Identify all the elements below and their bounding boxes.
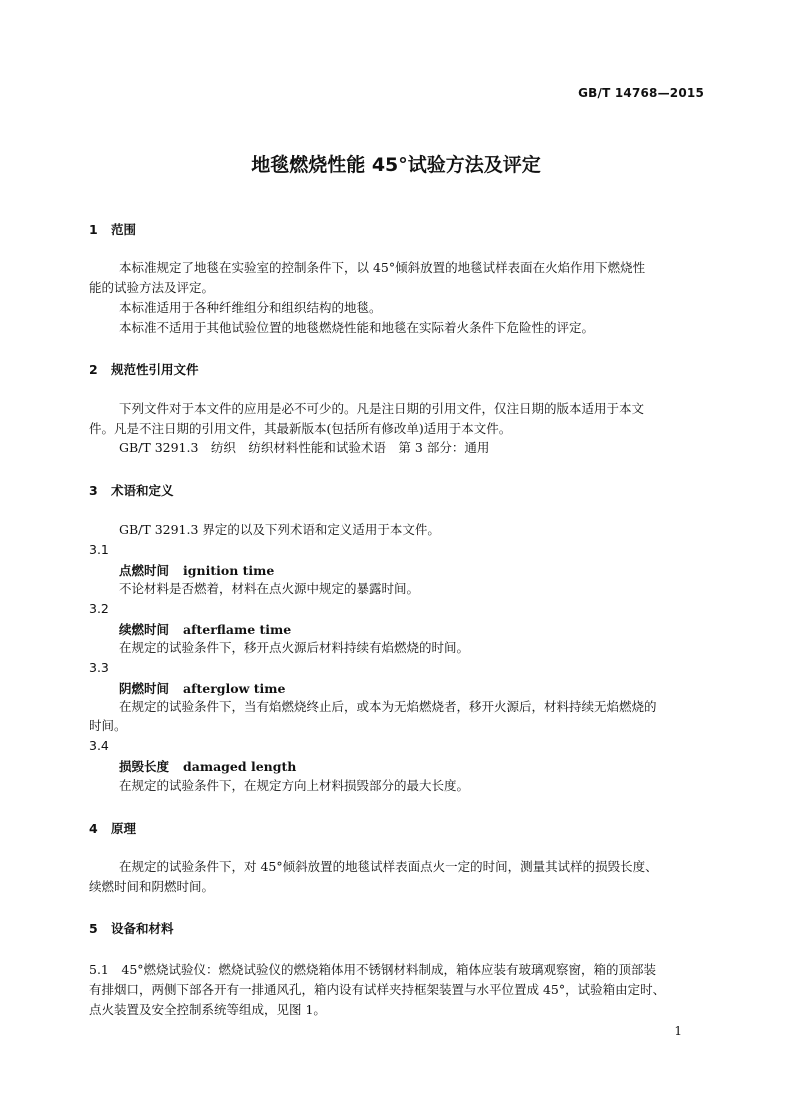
document-title: 地毯燃烧性能 45°试验方法及评定 (251, 154, 541, 176)
term-en: ignition time (183, 563, 275, 578)
section-title: 原理 (111, 821, 137, 836)
term-en: damaged length (183, 759, 297, 774)
term-entry (119, 561, 274, 579)
section-heading-4 (89, 819, 136, 837)
section-heading-1 (89, 220, 136, 238)
term-entry (119, 620, 291, 638)
paragraph-line: 下列文件对于本文件的应用是必不可少的。凡是注日期的引用文件，仅注日期的版本适用于本文 (119, 401, 645, 416)
page-number: 1 (674, 1024, 682, 1038)
term-en: afterglow time (183, 681, 286, 696)
section-number: 3 (89, 483, 98, 498)
term-zh: 点燃时间 (119, 563, 170, 578)
term-zh: 损毁长度 (119, 759, 170, 774)
section-number: 1 (89, 222, 98, 237)
section-heading-5 (89, 919, 174, 937)
paragraph-line: 点火装置及安全控制系统等组成，见图 1。 (89, 1002, 326, 1017)
section-title: 规范性引用文件 (111, 362, 199, 377)
paragraph-line: 件。凡是不注日期的引用文件，其最新版本(包括所有修改单)适用于本文件。 (89, 421, 512, 436)
paragraph-line: 在规定的试验条件下，对 45°倾斜放置的地毯试样表面点火一定的时间，测量其试样的损毁长度、 (119, 859, 658, 874)
section-number: 4 (89, 821, 98, 836)
paragraph-line: 本标准规定了地毯在实验室的控制条件下，以 45°倾斜放置的地毯试样表面在火焰作用下燃烧性 (119, 260, 646, 275)
section-heading-3 (89, 481, 174, 499)
section-number: 2 (89, 362, 98, 377)
term-definition: 在规定的试验条件下，当有焰燃烧终止后，或本为无焰燃烧者，移开火源后，材料持续无焰燃烧的 (119, 699, 657, 714)
term-definition: 在规定的试验条件下，在规定方向上材料损毁部分的最大长度。 (119, 778, 470, 793)
paragraph-line: 续燃时间和阴燃时间。 (89, 879, 215, 894)
section-heading-2 (89, 360, 199, 378)
term-zh: 续燃时间 (119, 622, 170, 637)
section-title: 术语和定义 (111, 483, 174, 498)
term-definition: 时间。 (89, 718, 127, 733)
term-entry (119, 757, 296, 775)
reference-entry: GB/T 3291.3 纺织 纺织材料性能和试验术语 第 3 部分：通用 (119, 440, 490, 455)
term-number: 3.1 (89, 542, 109, 557)
term-entry (119, 679, 285, 697)
paragraph-line: 有排烟口，两侧下部各开有一排通风孔，箱内设有试样夹持框架装置与水平位置成 45°，试验箱由定时、 (89, 982, 666, 997)
term-number: 3.4 (89, 738, 109, 753)
paragraph-line: 本标准不适用于其他试验位置的地毯燃烧性能和地毯在实际着火条件下危险性的评定。 (119, 320, 595, 335)
term-definition: 不论材料是否燃着，材料在点火源中规定的暴露时间。 (119, 581, 420, 596)
document-number: GB/T 14768—2015 (578, 86, 704, 100)
term-definition: 在规定的试验条件下，移开点火源后材料持续有焰燃烧的时间。 (119, 640, 470, 655)
paragraph-line: GB/T 3291.3 界定的以及下列术语和定义适用于本文件。 (119, 522, 440, 537)
section-number: 5 (89, 921, 98, 936)
section-title: 范围 (111, 222, 137, 237)
term-zh: 阴燃时间 (119, 681, 170, 696)
paragraph-line: 5.1 45°燃烧试验仪：燃烧试验仪的燃烧箱体用不锈钢材料制成，箱体应装有玻璃观察窗，箱的顶部装 (89, 962, 657, 977)
paragraph-line: 能的试验方法及评定。 (89, 280, 215, 295)
term-number: 3.2 (89, 601, 109, 616)
term-number: 3.3 (89, 660, 109, 675)
term-en: afterflame time (183, 622, 292, 637)
paragraph-line: 本标准适用于各种纤维组分和组织结构的地毯。 (119, 300, 382, 315)
section-title: 设备和材料 (111, 921, 174, 936)
